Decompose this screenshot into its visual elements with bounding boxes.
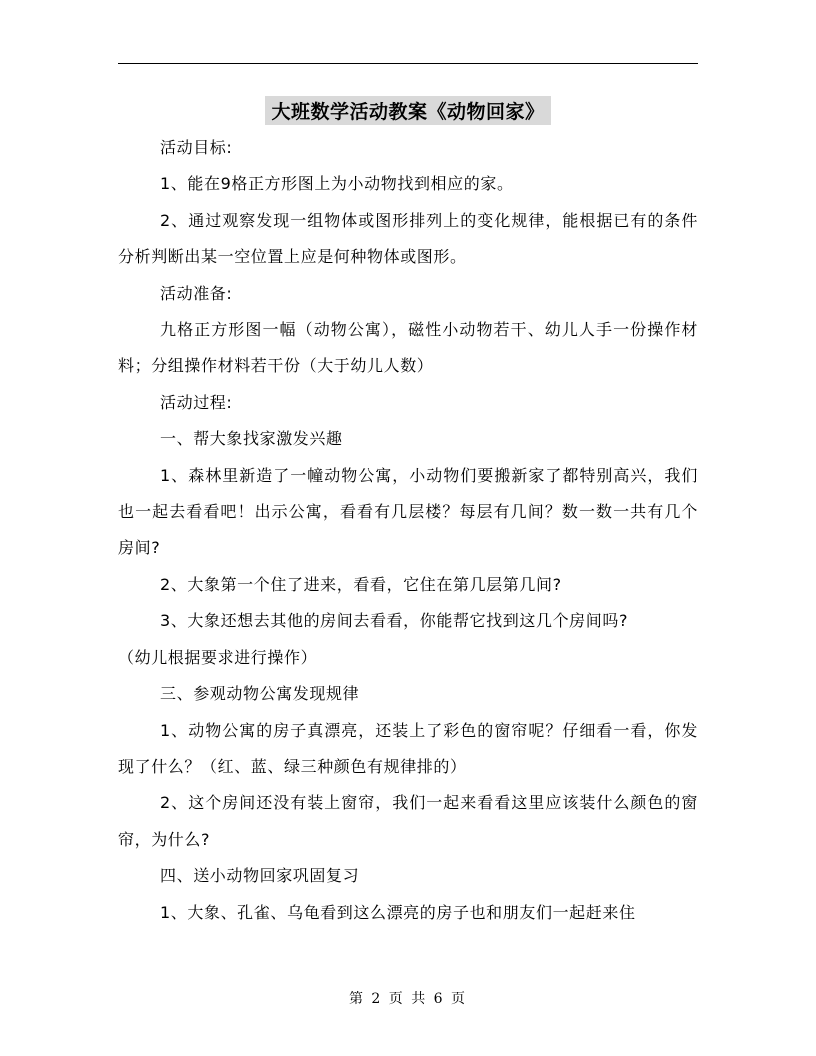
document-title: 大班数学活动教案《动物回家》 xyxy=(265,96,550,125)
document-body xyxy=(118,130,698,931)
paragraph: 3、大象还想去其他的房间去看看，你能帮它找到这几个房间吗? xyxy=(160,611,629,631)
paragraph: 2、这个房间还没有装上窗帘，我们一起来看看这里应该装什么颜色的窗帘，为什么? xyxy=(118,793,698,849)
paragraph: 2、通过观察发现一组物体或图形排列上的变化规律，能根据已有的条件分析判断出某一空位置上应是何种物体或图形。 xyxy=(118,210,698,267)
section-heading: 三、参观动物公寓发现规律 xyxy=(160,684,360,704)
paragraph: 1、动物公寓的房子真漂亮，还装上了彩色的窗帘呢？仔细看一看，你发现了什么？（红、蓝、绿三种颜色有规律排的） xyxy=(118,720,698,776)
paragraph: 活动过程: xyxy=(160,392,233,412)
header-rule xyxy=(118,63,698,64)
paragraph: 2、大象第一个住了进来，看看，它住在第几层第几间? xyxy=(160,574,562,594)
paragraph: 活动目标: xyxy=(160,138,233,157)
paragraph: 活动准备: xyxy=(160,283,233,303)
paragraph: 九格正方形图一幅（动物公寓），磁性小动物若干、幼儿人手一份操作材料；分组操作材料若干份（大于幼儿人数） xyxy=(118,320,698,376)
paragraph: 1、森林里新造了一幢动物公寓，小动物们要搬新家了都特别高兴，我们也一起去看看吧！出示公寓，看看有几层楼？每层有几间？数一数一共有几个房间? xyxy=(118,465,698,558)
page-number: 第 2 页 共 6 页 xyxy=(348,991,468,1007)
section-heading: 四、送小动物回家巩固复习 xyxy=(160,866,360,886)
paragraph: （幼儿根据要求进行操作） xyxy=(118,647,318,667)
title-container xyxy=(0,96,816,125)
paragraph: 1、能在9格正方形图上为小动物找到相应的家。 xyxy=(160,174,514,194)
paragraph: 1、大象、孔雀、乌龟看到这么漂亮的房子也和朋友们一起赶来住 xyxy=(160,902,636,922)
section-heading: 一、帮大象找家激发兴趣 xyxy=(160,429,343,449)
